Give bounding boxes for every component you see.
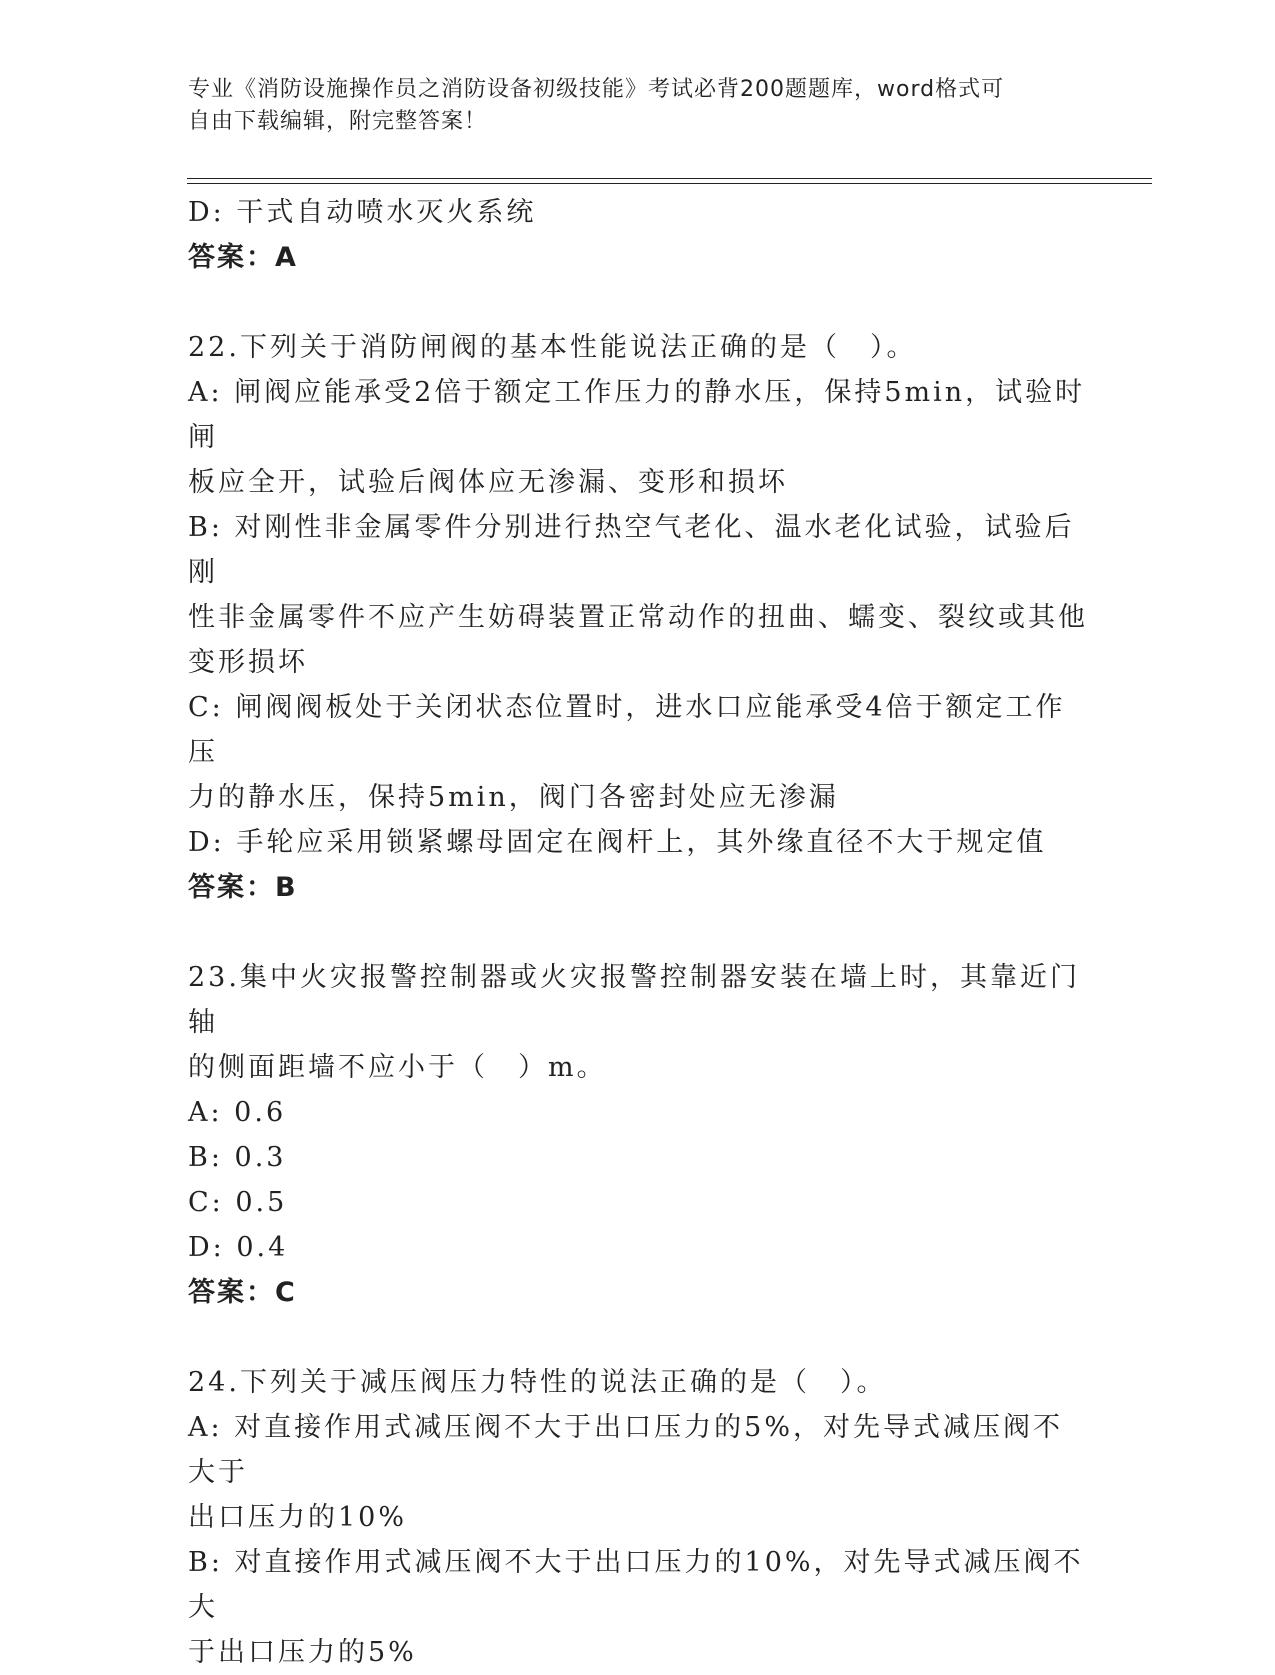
option-a: A: 0.6 [188,1097,287,1128]
header-title-line-1: 专业《消防设施操作员之消防设备初级技能》考试必背200题题库，word格式可 [188,77,1005,102]
header-divider-top [187,178,1152,179]
option-b: B: 对刚性非金属零件分别进行热空气老化、温水老化试验，试验后刚 [188,512,1075,588]
answer-label: 答案：A [188,242,298,273]
answer-label: 答案：C [188,1277,297,1308]
page-header [188,74,1068,138]
question-text-continued: 的侧面距墙不应小于（ ）m。 [188,1052,607,1083]
header-title-line-2: 自由下载编辑，附完整答案！ [188,109,488,134]
question-text: 23.集中火灾报警控制器或火灾报警控制器安装在墙上时，其靠近门轴 [188,962,1080,1038]
option-c: C: 闸阀阀板处于关闭状态位置时，进水口应能承受4倍于额定工作压 [188,692,1066,768]
question-24 [188,1360,1088,1675]
option-a-continued: 出口压力的10% [188,1502,408,1533]
option-b: B: 对直接作用式减压阀不大于出口压力的10%，对先导式减压阀不大 [188,1547,1084,1623]
option-d: D: 干式自动喷水灭火系统 [188,197,537,228]
spacer [188,280,1088,325]
option-b: B: 0.3 [188,1142,287,1173]
previous-question-tail [188,190,1088,280]
header-divider-bottom [187,183,1152,184]
option-a: A: 闸阀应能承受2倍于额定工作压力的静水压，保持5min，试验时闸 [188,377,1086,453]
option-b-continued-2: 变形损坏 [188,647,308,678]
spacer [188,910,1088,955]
spacer [188,1315,1088,1360]
question-text: 22.下列关于消防闸阀的基本性能说法正确的是（ ）。 [188,332,917,363]
option-c-continued: 力的静水压，保持5min，阀门各密封处应无渗漏 [188,782,839,813]
option-a-continued: 板应全开，试验后阀体应无渗漏、变形和损坏 [188,467,788,498]
option-b-continued: 于出口压力的5% [188,1637,417,1668]
question-23 [188,955,1088,1315]
option-a: A: 对直接作用式减压阀不大于出口压力的5%，对先导式减压阀不大于 [188,1412,1064,1488]
answer-label: 答案：B [188,872,298,903]
option-d: D: 0.4 [188,1232,289,1263]
question-list [188,190,1088,1675]
option-d: D: 手轮应采用锁紧螺母固定在阀杆上，其外缘直径不大于规定值 [188,827,1047,858]
question-22 [188,325,1088,910]
option-c: C: 0.5 [188,1187,288,1218]
option-b-continued: 性非金属零件不应产生妨碍装置正常动作的扭曲、蠕变、裂纹或其他 [188,602,1088,633]
question-text: 24.下列关于减压阀压力特性的说法正确的是（ ）。 [188,1367,887,1398]
